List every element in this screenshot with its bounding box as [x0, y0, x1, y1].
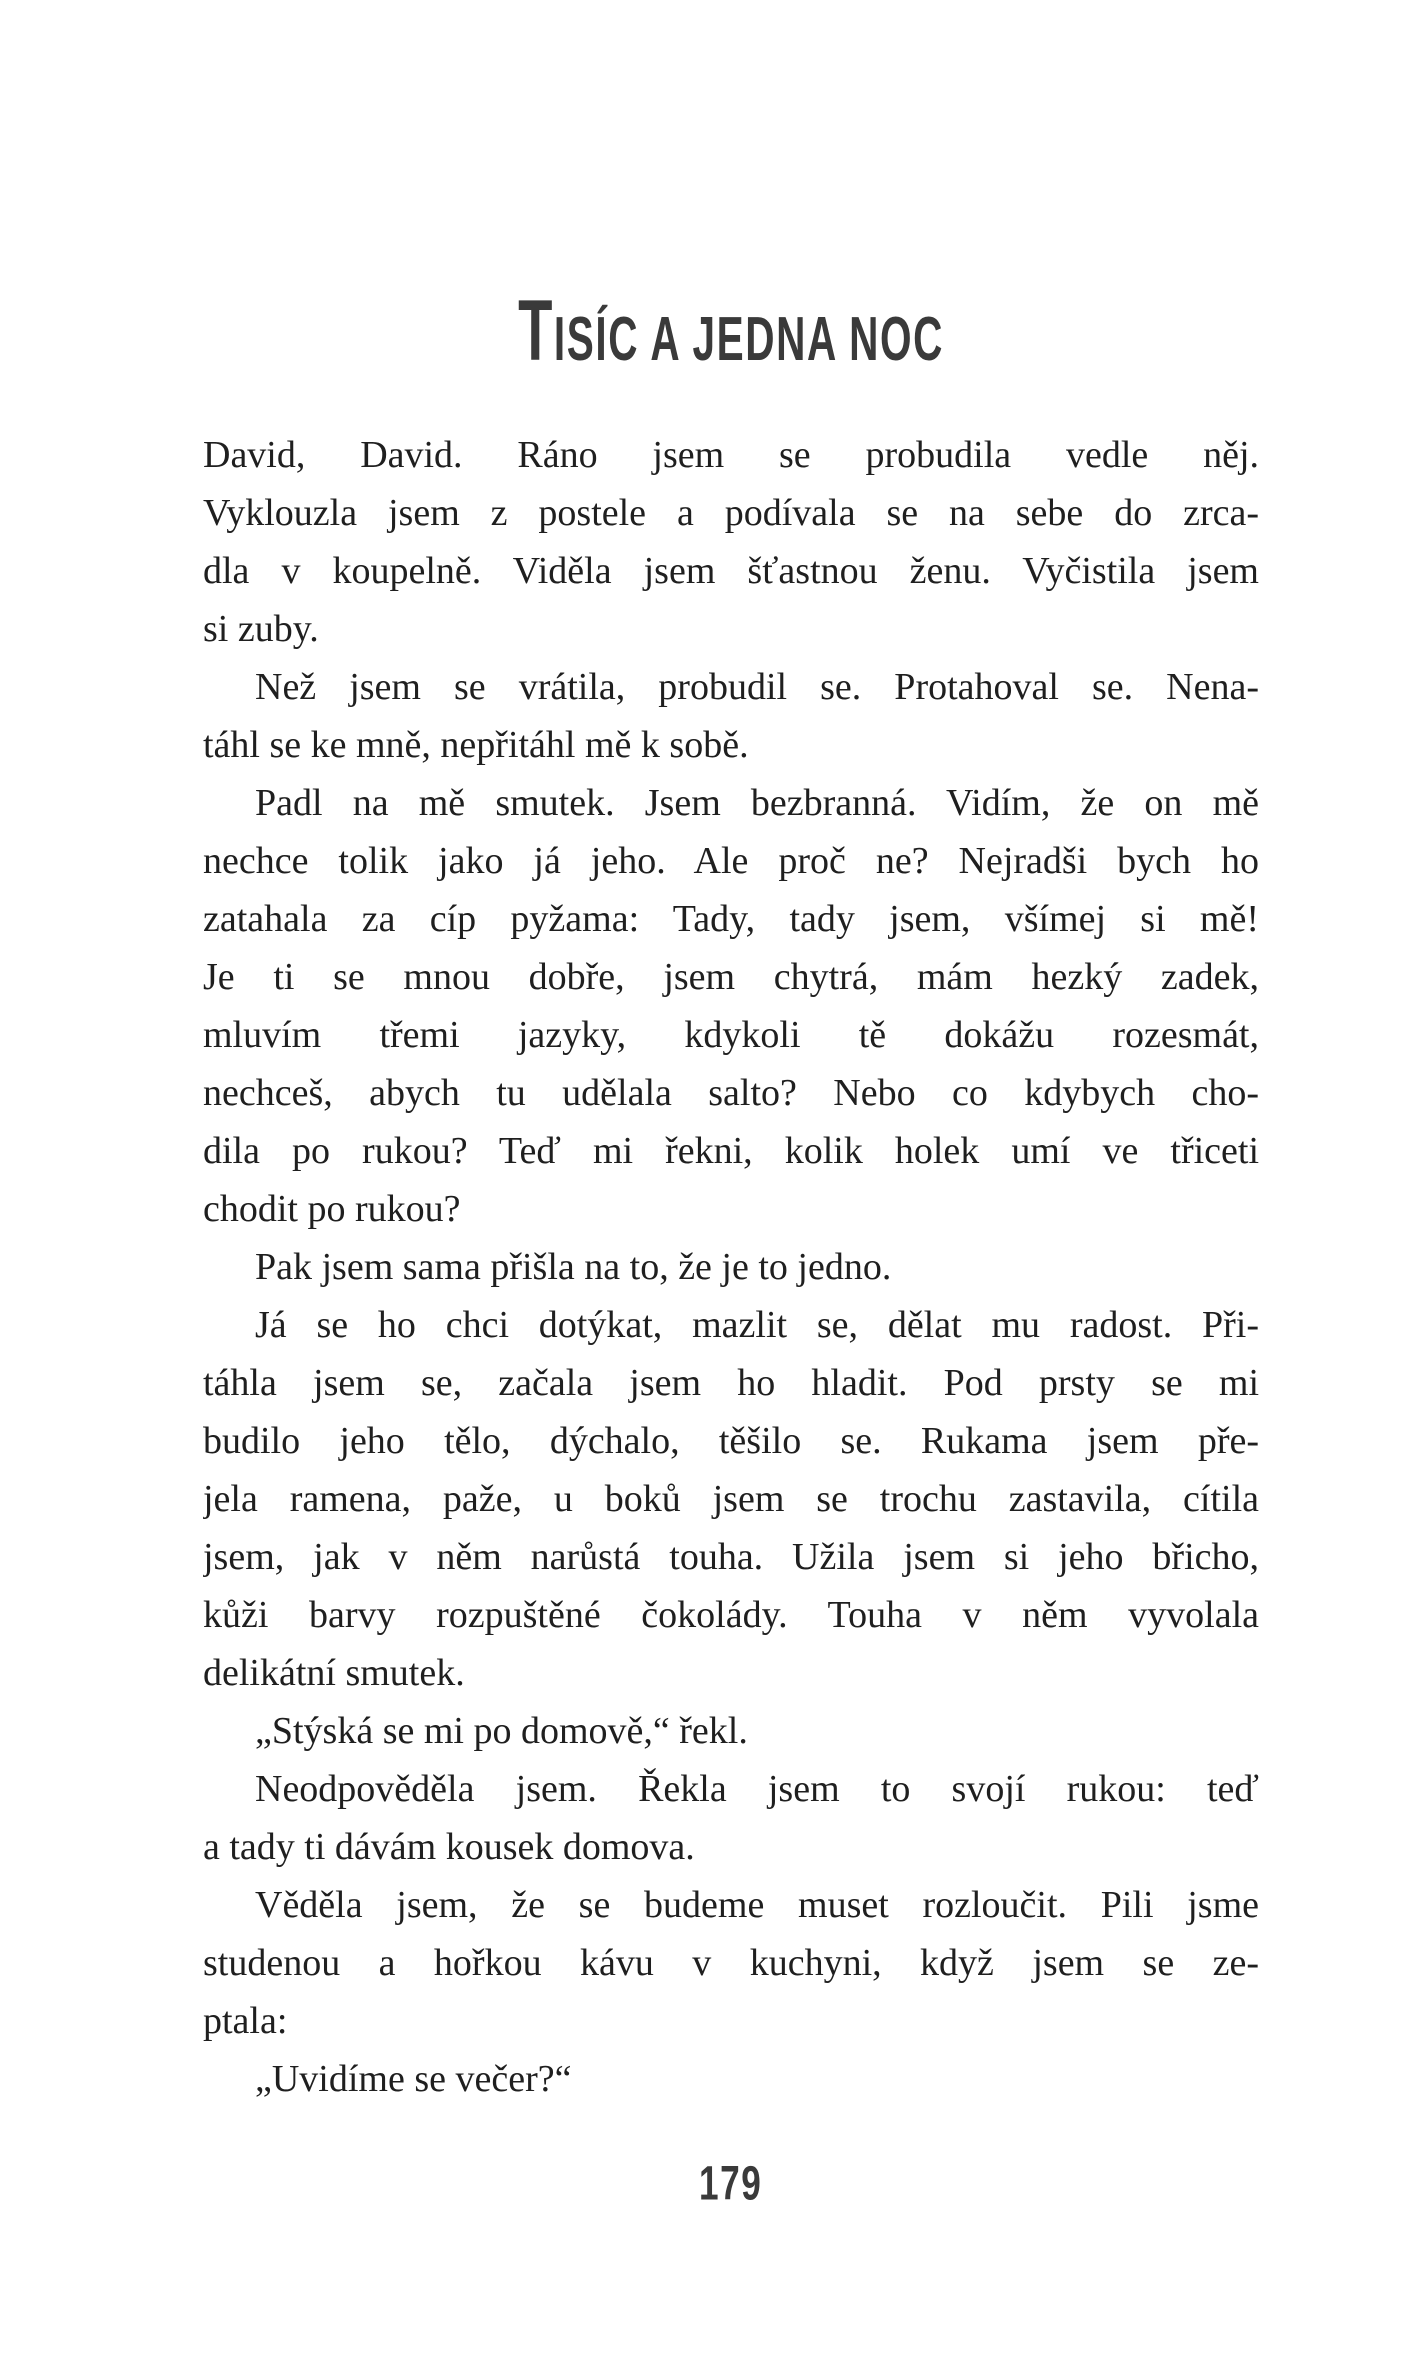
paragraph — [203, 426, 1259, 658]
chapter-title-rest: ISÍC A JEDNA NOC — [553, 305, 944, 375]
text-line: Je ti se mnou dobře, jsem chytrá, mám hezký zadek, — [203, 956, 1259, 998]
text-line: Padl na mě smutek. Jsem bezbranná. Vidím, že on mě — [255, 782, 1259, 824]
text-line: delikátní smutek. — [203, 1652, 465, 1694]
text-line: kůži barvy rozpuštěné čokolády. Touha v něm vyvolala — [203, 1594, 1259, 1636]
text-line: mluvím třemi jazyky, kdykoli tě dokážu rozesmát, — [203, 1014, 1259, 1056]
text-line: jela ramena, paže, u boků jsem se trochu zastavila, cítila — [203, 1478, 1259, 1520]
text-line: Vyklouzla jsem z postele a podívala se na sebe do zrca- — [203, 492, 1259, 534]
text-line: nechce tolik jako já jeho. Ale proč ne? Nejradši bych ho — [203, 840, 1259, 882]
paragraph — [203, 774, 1259, 1238]
text-line: zatahala za cíp pyžama: Tady, tady jsem, všímej si mě! — [203, 898, 1259, 940]
paragraph — [203, 1702, 1259, 1760]
page-number — [203, 2158, 1259, 2210]
text-line: Než jsem se vrátila, probudil se. Protahoval se. Nena- — [255, 666, 1259, 708]
paragraph — [203, 2050, 1259, 2108]
text-line: dila po rukou? Teď mi řekni, kolik holek umí ve třiceti — [203, 1130, 1259, 1172]
paragraph — [203, 658, 1259, 774]
text-line: ptala: — [203, 2000, 288, 2042]
text-line: „Stýská se mi po domově,“ řekl. — [255, 1710, 748, 1752]
paragraph — [203, 1876, 1259, 2050]
text-line: nechceš, abych tu udělala salto? Nebo co kdybych cho- — [203, 1072, 1259, 1114]
text-line: studenou a hořkou kávu v kuchyni, když jsem se ze- — [203, 1942, 1259, 1984]
text-line: táhla jsem se, začala jsem ho hladit. Pod prsty se mi — [203, 1362, 1259, 1404]
text-line: „Uvidíme se večer?“ — [255, 2058, 572, 2100]
text-line: chodit po rukou? — [203, 1188, 461, 1230]
page-number-value: 179 — [699, 2156, 763, 2211]
chapter-title-text — [518, 276, 944, 395]
text-line: Já se ho chci dotýkat, mazlit se, dělat mu radost. Při- — [255, 1304, 1259, 1346]
text-line: David, David. Ráno jsem se probudila vedle něj. — [203, 434, 1259, 476]
text-line: Neodpověděla jsem. Řekla jsem to svojí rukou: teď — [255, 1768, 1259, 1810]
text-line: a tady ti dávám kousek domova. — [203, 1826, 695, 1868]
text-line: si zuby. — [203, 608, 319, 650]
text-line: jsem, jak v něm narůstá touha. Užila jsem si jeho břicho, — [203, 1536, 1259, 1578]
text-line: dla v koupelně. Viděla jsem šťastnou ženu. Vyčistila jsem — [203, 550, 1259, 592]
paragraph — [203, 1238, 1259, 1296]
text-line: Věděla jsem, že se budeme muset rozloučit. Pili jsme — [255, 1884, 1259, 1926]
text-line: Pak jsem sama přišla na to, že je to jedno. — [255, 1246, 892, 1288]
paragraph — [203, 1296, 1259, 1702]
body-text — [203, 426, 1259, 2108]
text-line: táhl se ke mně, nepřitáhl mě k sobě. — [203, 724, 749, 766]
paragraph — [203, 1760, 1259, 1876]
chapter-title — [203, 283, 1259, 388]
text-line: budilo jeho tělo, dýchalo, těšilo se. Rukama jsem pře- — [203, 1420, 1259, 1462]
chapter-title-initial: T — [518, 283, 554, 380]
